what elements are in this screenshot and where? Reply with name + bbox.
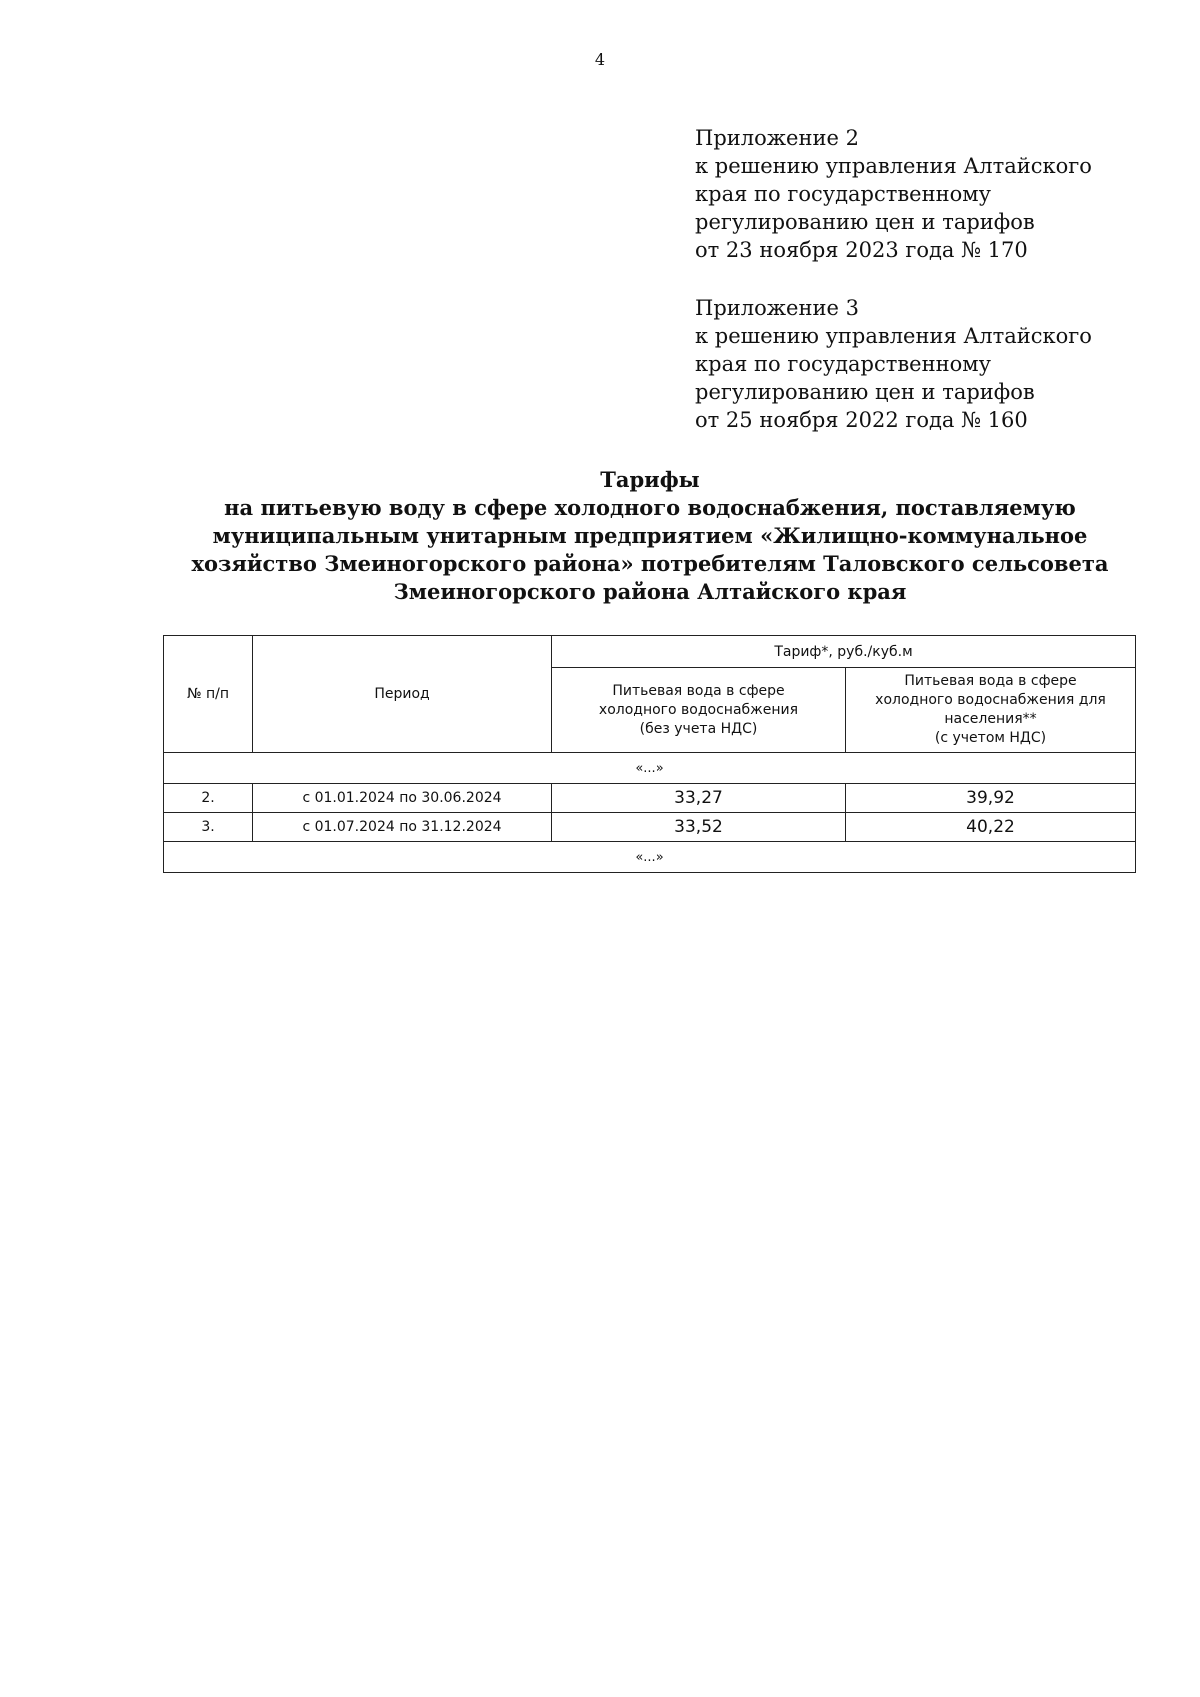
ellipsis-cell: «...» — [164, 842, 1136, 873]
header-line: населения** — [944, 711, 1037, 727]
document-title — [150, 466, 1150, 606]
appendix-line: края по государственному — [695, 182, 991, 206]
cell-tariff-with-vat: 39,92 — [846, 784, 1136, 813]
tariff-table — [163, 635, 1136, 873]
cell-period: с 01.01.2024 по 30.06.2024 — [253, 784, 552, 813]
appendix-line: к решению управления Алтайского — [695, 324, 1092, 348]
header-line: (с учетом НДС) — [934, 730, 1047, 746]
cell-num: 3. — [164, 813, 253, 842]
appendix-line: Приложение 3 — [695, 296, 859, 320]
title-line: на питьевую воду в сфере холодного водоснабжения, поставляемую — [224, 495, 1076, 520]
table-header-row — [164, 636, 1136, 668]
appendix-line: к решению управления Алтайского — [695, 154, 1092, 178]
appendix-3-block — [695, 294, 1135, 434]
appendix-line: регулированию цен и тарифов — [695, 380, 1035, 404]
table-row — [164, 784, 1136, 813]
appendix-line: регулированию цен и тарифов — [695, 210, 1035, 234]
cell-tariff-without-vat: 33,52 — [552, 813, 846, 842]
header-line: (без учета НДС) — [639, 720, 758, 737]
cell-period: с 01.07.2024 по 31.12.2024 — [253, 813, 552, 842]
title-line: Змеиногорского района Алтайского края — [393, 579, 907, 604]
header-line: Питьевая вода в сфере — [904, 673, 1077, 689]
title-line: Тарифы — [600, 467, 700, 492]
table-row — [164, 842, 1136, 873]
header-line: Питьевая вода в сфере — [612, 682, 785, 699]
table-row — [164, 753, 1136, 784]
table-row — [164, 813, 1136, 842]
cell-tariff-without-vat: 33,27 — [552, 784, 846, 813]
page-number: 4 — [594, 50, 606, 69]
appendix-2-block — [695, 124, 1135, 264]
cell-num: 2. — [164, 784, 253, 813]
ellipsis-cell: «...» — [164, 753, 1136, 784]
header-col-without-vat — [552, 668, 846, 753]
appendix-line: от 23 ноября 2023 года № 170 — [695, 238, 1028, 262]
header-num: № п/п — [164, 636, 253, 753]
cell-tariff-with-vat: 40,22 — [846, 813, 1136, 842]
appendix-line: от 25 ноября 2022 года № 160 — [695, 408, 1028, 432]
appendix-line: края по государственному — [695, 352, 991, 376]
appendix-line: Приложение 2 — [695, 126, 859, 150]
title-line: хозяйство Змеиногорского района» потребителям Таловского сельсовета — [191, 551, 1109, 576]
header-line: холодного водоснабжения для — [875, 692, 1106, 708]
header-col-with-vat — [846, 668, 1136, 753]
header-tariff-group: Тариф*, руб./куб.м — [552, 636, 1136, 668]
title-line: муниципальным унитарным предприятием «Жилищно-коммунальное — [212, 523, 1088, 548]
header-period: Период — [253, 636, 552, 753]
header-line: холодного водоснабжения — [598, 701, 799, 718]
